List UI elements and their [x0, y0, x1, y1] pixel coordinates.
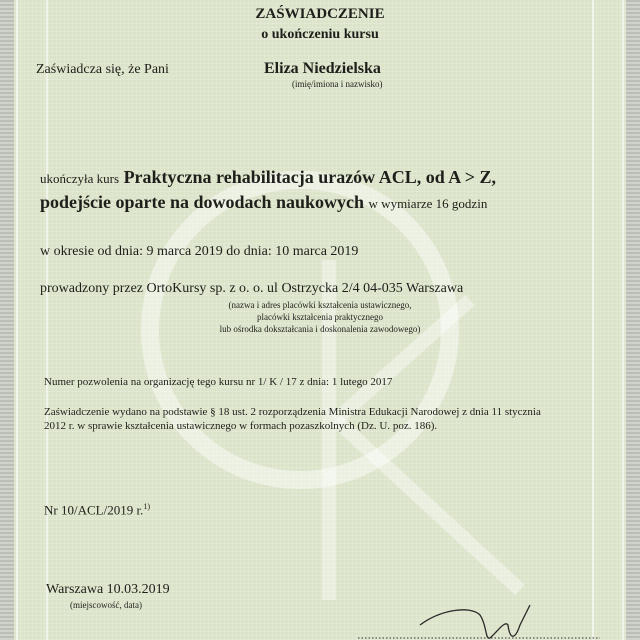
place-date-caption: (miejscowość, data) [70, 600, 142, 610]
course-prefix: ukończyła kurs [40, 171, 120, 186]
course-title-line1: Praktyczna rehabilitacja urazów ACL, od A > Z, [123, 167, 496, 187]
certificate-subtitle: o ukończeniu kursu [261, 27, 379, 42]
provider-caption-line: placówki kształcenia praktycznego [257, 312, 383, 322]
legal-basis-line: Zaświadczenie wydano na podstawie § 18 ust. 2 rozporządzenia Ministra Edukacji Narodowej z dnia 11 stycznia [44, 406, 541, 418]
provider-caption-line: lub ośrodka dokształcania i doskonalenia zawodowego) [219, 324, 421, 334]
place-date: Warszawa 10.03.2019 [46, 582, 170, 597]
footnote-marker: 1) [143, 502, 150, 511]
legal-basis-line: 2012 r. w sprawie kształcenia ustawicznego w formach pozaszkolnych (Dz. U. poz. 186). [44, 420, 438, 432]
course-provider: prowadzony przez OrtoKursy sp. z o. o. ul Ostrzycka 2/4 04-035 Warszawa [40, 281, 464, 296]
intro-text: Zaświadcza się, że Pani [36, 62, 169, 77]
certificate-number-text: Nr 10/ACL/2019 r. [44, 502, 144, 518]
provider-caption-line: (nazwa i adres placówki kształcenia ustawicznego, [228, 300, 412, 310]
course-title-line2: podejście oparte na dowodach naukowych [40, 192, 365, 212]
certificate-title: ZAŚWIADCZENIE [255, 6, 385, 22]
recipient-name: Eliza Niedzielska [264, 60, 381, 77]
name-caption: (imię/imiona i nazwisko) [292, 79, 383, 89]
course-duration: w wymiarze 16 godzin [368, 196, 488, 211]
course-period: w okresie od dnia: 9 marca 2019 do dnia: 10 marca 2019 [40, 244, 359, 259]
permit-number: Numer pozwolenia na organizację tego kursu nr 1/ K / 17 z dnia: 1 lutego 2017 [44, 376, 393, 388]
